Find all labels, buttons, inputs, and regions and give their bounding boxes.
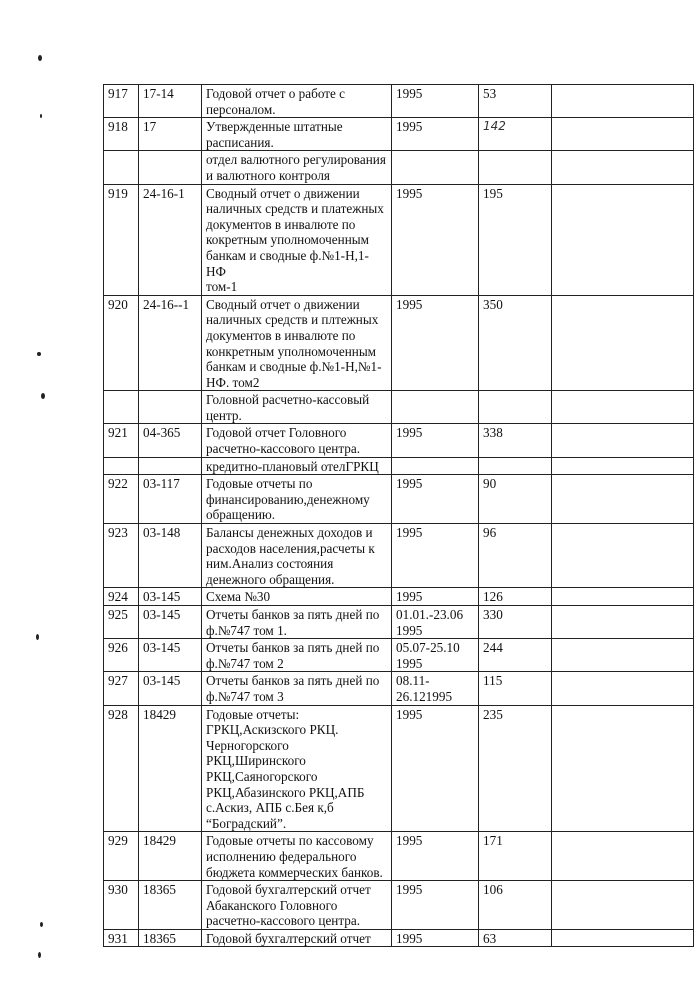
years-cell: 1995 (392, 184, 479, 295)
years-cell: 01.01.-23.06 1995 (392, 606, 479, 639)
note-cell (552, 424, 694, 457)
sheets-cell (479, 151, 552, 184)
sheets-cell: 63 (479, 929, 552, 947)
years-cell: 1995 (392, 524, 479, 588)
title-cell: Балансы денежных доходов и расходов населения,расчеты к ним.Анализ состояния денежного обращения. (202, 524, 392, 588)
years-cell: 1995 (392, 118, 479, 151)
note-cell (552, 929, 694, 947)
scan-speck (41, 393, 45, 399)
sheets-cell: 330 (479, 606, 552, 639)
note-cell (552, 85, 694, 118)
years-cell: 05.07-25.10 1995 (392, 639, 479, 672)
years-cell: 1995 (392, 295, 479, 391)
note-cell (552, 295, 694, 391)
title-cell: Отчеты банков за пять дней по ф.№747 том 1. (202, 606, 392, 639)
sheets-cell: 106 (479, 881, 552, 930)
years-cell: 08.11- 26.121995 (392, 672, 479, 705)
index-cell: 04-365 (139, 424, 202, 457)
sheets-cell (479, 391, 552, 424)
years-cell: 1995 (392, 929, 479, 947)
title-cell: отдел валютного регулирования и валютного контроля (202, 151, 392, 184)
table-row (104, 639, 694, 672)
item-number-cell: 926 (104, 639, 139, 672)
title-cell: Годовой бухгалтерский отчет (202, 929, 392, 947)
sheets-cell: 350 (479, 295, 552, 391)
sheets-cell: 244 (479, 639, 552, 672)
item-number-cell: 921 (104, 424, 139, 457)
note-cell (552, 705, 694, 832)
note-cell (552, 672, 694, 705)
index-cell: 18365 (139, 929, 202, 947)
note-cell (552, 524, 694, 588)
table-row (104, 424, 694, 457)
note-cell (552, 881, 694, 930)
section-header-row (104, 391, 694, 424)
title-cell: Отчеты банков за пять дней по ф.№747 том 3 (202, 672, 392, 705)
index-cell: 03-145 (139, 639, 202, 672)
table-row (104, 881, 694, 930)
note-cell (552, 184, 694, 295)
table-row (104, 475, 694, 524)
title-cell: Отчеты банков за пять дней по ф.№747 том 2 (202, 639, 392, 672)
scan-speck (36, 634, 39, 640)
index-cell: 03-145 (139, 588, 202, 606)
index-cell: 17-14 (139, 85, 202, 118)
item-number-cell: 923 (104, 524, 139, 588)
title-cell: Годовые отчеты: ГРКЦ,Аскизского РКЦ. Черногорского РКЦ,Ширинского РКЦ,Саяногорского РКЦ,Абазинского РКЦ,АПБ с.Аскиз, АПБ с.Бея к,б “Боградский”. (202, 705, 392, 832)
title-cell: Годовые отчеты по финансированию,денежному обращению. (202, 475, 392, 524)
index-cell: 18429 (139, 705, 202, 832)
sheets-cell (479, 457, 552, 475)
sheets-cell: 53 (479, 85, 552, 118)
item-number-cell: 927 (104, 672, 139, 705)
years-cell: 1995 (392, 588, 479, 606)
item-number-cell (104, 457, 139, 475)
years-cell: 1995 (392, 705, 479, 832)
item-number-cell (104, 151, 139, 184)
years-cell: 1995 (392, 881, 479, 930)
table-row (104, 929, 694, 947)
note-cell (552, 832, 694, 881)
index-cell: 03-145 (139, 672, 202, 705)
sheets-cell: 195 (479, 184, 552, 295)
table-row (104, 606, 694, 639)
note-cell (552, 475, 694, 524)
note-cell (552, 118, 694, 151)
item-number-cell: 929 (104, 832, 139, 881)
index-cell: 03-145 (139, 606, 202, 639)
years-cell: 1995 (392, 424, 479, 457)
scan-speck (40, 114, 42, 118)
years-cell: 1995 (392, 832, 479, 881)
index-cell: 18429 (139, 832, 202, 881)
table-row (104, 832, 694, 881)
sheets-cell: 126 (479, 588, 552, 606)
index-cell: 24-16--1 (139, 295, 202, 391)
section-header-row (104, 151, 694, 184)
item-number-cell: 918 (104, 118, 139, 151)
item-number-cell: 917 (104, 85, 139, 118)
scan-speck (38, 55, 42, 61)
section-header-row (104, 457, 694, 475)
item-number-cell: 919 (104, 184, 139, 295)
note-cell (552, 457, 694, 475)
table-body (104, 85, 694, 947)
table-row (104, 184, 694, 295)
item-number-cell: 924 (104, 588, 139, 606)
sheets-cell: 338 (479, 424, 552, 457)
years-cell: 1995 (392, 85, 479, 118)
title-cell: Головной расчетно-кассовый центр. (202, 391, 392, 424)
index-cell: 18365 (139, 881, 202, 930)
sheets-cell: 142 (479, 118, 552, 151)
index-cell (139, 391, 202, 424)
sheets-cell: 96 (479, 524, 552, 588)
table-row (104, 705, 694, 832)
table-row (104, 85, 694, 118)
title-cell: Годовой бухгалтерский отчет Абаканского Головного расчетно-кассового центра. (202, 881, 392, 930)
note-cell (552, 606, 694, 639)
title-cell: Сводный отчет о движении наличных средств и плтежных документов в инвалюте по конкретным уполномоченным банкам и сводные ф.№1-Н,№1- НФ. том2 (202, 295, 392, 391)
scan-speck (40, 922, 43, 927)
item-number-cell (104, 391, 139, 424)
item-number-cell: 925 (104, 606, 139, 639)
item-number-cell: 930 (104, 881, 139, 930)
sheets-cell: 90 (479, 475, 552, 524)
index-cell: 17 (139, 118, 202, 151)
years-cell: 1995 (392, 475, 479, 524)
table-row (104, 295, 694, 391)
index-cell (139, 151, 202, 184)
years-cell (392, 151, 479, 184)
scan-speck (38, 952, 41, 958)
item-number-cell: 928 (104, 705, 139, 832)
index-cell: 03-148 (139, 524, 202, 588)
sheets-cell: 171 (479, 832, 552, 881)
item-number-cell: 931 (104, 929, 139, 947)
scan-speck (37, 352, 41, 356)
table-row (104, 672, 694, 705)
sheets-cell: 235 (479, 705, 552, 832)
index-cell (139, 457, 202, 475)
note-cell (552, 639, 694, 672)
title-cell: кредитно-плановый отелГРКЦ (202, 457, 392, 475)
title-cell: Сводный отчет о движении наличных средств и платежных документов в инвалюте по кокретным уполномоченным банкам и сводные ф.№1-Н,1-НФ том-1 (202, 184, 392, 295)
table-row (104, 588, 694, 606)
index-cell: 03-117 (139, 475, 202, 524)
sheets-cell: 115 (479, 672, 552, 705)
title-cell: Годовой отчет Головного расчетно-кассового центра. (202, 424, 392, 457)
index-cell: 24-16-1 (139, 184, 202, 295)
note-cell (552, 588, 694, 606)
archive-register-table (103, 84, 694, 947)
note-cell (552, 151, 694, 184)
title-cell: Утвержденные штатные расписания. (202, 118, 392, 151)
years-cell (392, 457, 479, 475)
title-cell: Годовой отчет о работе с персоналом. (202, 85, 392, 118)
item-number-cell: 922 (104, 475, 139, 524)
title-cell: Годовые отчеты по кассовому исполнению федерального бюджета коммерческих банков. (202, 832, 392, 881)
table-row (104, 524, 694, 588)
years-cell (392, 391, 479, 424)
table-row (104, 118, 694, 151)
title-cell: Схема №30 (202, 588, 392, 606)
note-cell (552, 391, 694, 424)
item-number-cell: 920 (104, 295, 139, 391)
